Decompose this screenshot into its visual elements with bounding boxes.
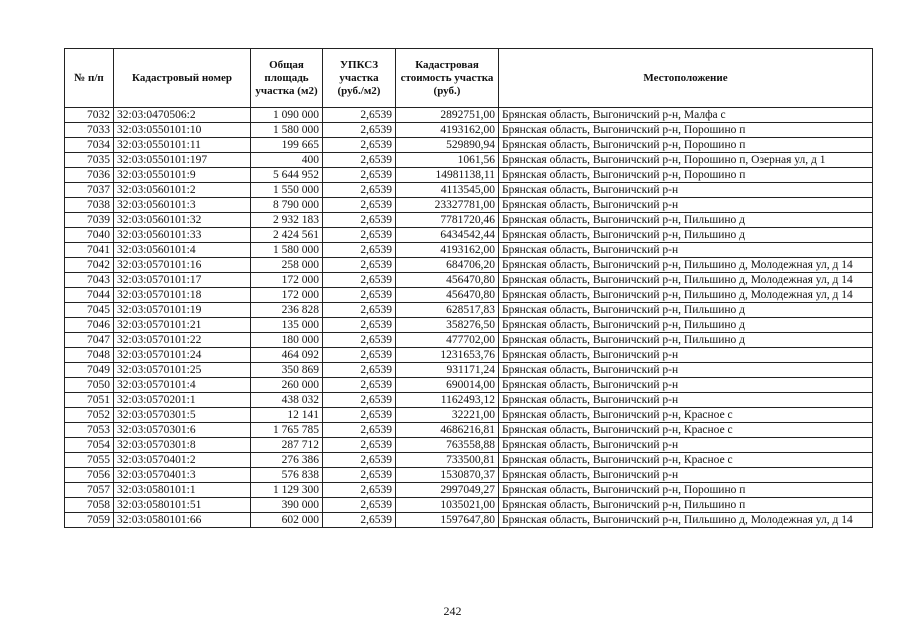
location-cell: Брянская область, Выгоничский р-н bbox=[499, 183, 873, 198]
area-cell: 276 386 bbox=[251, 453, 323, 468]
cadastral-number-cell: 32:03:0580101:1 bbox=[114, 483, 251, 498]
upksz-cell: 2,6539 bbox=[323, 288, 396, 303]
page-number: 242 bbox=[443, 604, 462, 618]
cost-cell: 4193162,00 bbox=[396, 123, 499, 138]
location-cell: Брянская область, Выгоничский р-н, Пильшино п bbox=[499, 498, 873, 513]
area-cell: 2 424 561 bbox=[251, 228, 323, 243]
row-number-cell: 7050 bbox=[65, 378, 114, 393]
table-header-row bbox=[65, 49, 873, 108]
cost-cell: 23327781,00 bbox=[396, 198, 499, 213]
location-cell: Брянская область, Выгоничский р-н bbox=[499, 198, 873, 213]
row-number-cell: 7034 bbox=[65, 138, 114, 153]
upksz-cell: 2,6539 bbox=[323, 318, 396, 333]
upksz-cell: 2,6539 bbox=[323, 168, 396, 183]
cost-cell: 684706,20 bbox=[396, 258, 499, 273]
area-cell: 576 838 bbox=[251, 468, 323, 483]
table-row bbox=[65, 243, 873, 258]
upksz-cell: 2,6539 bbox=[323, 183, 396, 198]
location-cell: Брянская область, Выгоничский р-н, Малфа с bbox=[499, 108, 873, 123]
area-cell: 464 092 bbox=[251, 348, 323, 363]
cadastral-number-cell: 32:03:0550101:11 bbox=[114, 138, 251, 153]
upksz-cell: 2,6539 bbox=[323, 123, 396, 138]
row-number-cell: 7055 bbox=[65, 453, 114, 468]
cost-cell: 931171,24 bbox=[396, 363, 499, 378]
cadastral-number-cell: 32:03:0560101:2 bbox=[114, 183, 251, 198]
upksz-cell: 2,6539 bbox=[323, 333, 396, 348]
table-row bbox=[65, 363, 873, 378]
header-cadastral-number: Кадастровый номер bbox=[114, 49, 251, 108]
table-row bbox=[65, 483, 873, 498]
row-number-cell: 7059 bbox=[65, 513, 114, 528]
area-cell: 438 032 bbox=[251, 393, 323, 408]
table-row bbox=[65, 348, 873, 363]
table-row bbox=[65, 423, 873, 438]
cost-cell: 1162493,12 bbox=[396, 393, 499, 408]
location-cell: Брянская область, Выгоничский р-н, Порошино п bbox=[499, 123, 873, 138]
table-row bbox=[65, 303, 873, 318]
area-cell: 350 869 bbox=[251, 363, 323, 378]
cadastral-number-cell: 32:03:0470506:2 bbox=[114, 108, 251, 123]
area-cell: 5 644 952 bbox=[251, 168, 323, 183]
table-row bbox=[65, 123, 873, 138]
area-cell: 1 550 000 bbox=[251, 183, 323, 198]
row-number-cell: 7054 bbox=[65, 438, 114, 453]
area-cell: 1 580 000 bbox=[251, 123, 323, 138]
cost-cell: 529890,94 bbox=[396, 138, 499, 153]
area-cell: 2 932 183 bbox=[251, 213, 323, 228]
upksz-cell: 2,6539 bbox=[323, 453, 396, 468]
cost-cell: 628517,83 bbox=[396, 303, 499, 318]
location-cell: Брянская область, Выгоничский р-н bbox=[499, 393, 873, 408]
table-row bbox=[65, 333, 873, 348]
upksz-cell: 2,6539 bbox=[323, 303, 396, 318]
table-row bbox=[65, 318, 873, 333]
area-cell: 260 000 bbox=[251, 378, 323, 393]
upksz-cell: 2,6539 bbox=[323, 408, 396, 423]
table-row bbox=[65, 393, 873, 408]
cadastral-number-cell: 32:03:0560101:4 bbox=[114, 243, 251, 258]
table-row bbox=[65, 183, 873, 198]
cost-cell: 4686216,81 bbox=[396, 423, 499, 438]
location-cell: Брянская область, Выгоничский р-н, Пильшино д bbox=[499, 213, 873, 228]
location-cell: Брянская область, Выгоничский р-н, Пильшино д bbox=[499, 303, 873, 318]
cost-cell: 2892751,00 bbox=[396, 108, 499, 123]
cost-cell: 4193162,00 bbox=[396, 243, 499, 258]
location-cell: Брянская область, Выгоничский р-н, Пильшино д bbox=[499, 228, 873, 243]
row-number-cell: 7038 bbox=[65, 198, 114, 213]
header-cost: Кадастровая стоимость участка (руб.) bbox=[396, 49, 499, 108]
cadastral-number-cell: 32:03:0580101:66 bbox=[114, 513, 251, 528]
cost-cell: 1597647,80 bbox=[396, 513, 499, 528]
area-cell: 258 000 bbox=[251, 258, 323, 273]
cadastral-number-cell: 32:03:0570101:22 bbox=[114, 333, 251, 348]
cadastral-number-cell: 32:03:0570401:2 bbox=[114, 453, 251, 468]
cost-cell: 1231653,76 bbox=[396, 348, 499, 363]
table-row bbox=[65, 408, 873, 423]
location-cell: Брянская область, Выгоничский р-н, Пильшино д bbox=[499, 333, 873, 348]
location-cell: Брянская область, Выгоничский р-н, Красное с bbox=[499, 423, 873, 438]
cadastral-number-cell: 32:03:0570101:25 bbox=[114, 363, 251, 378]
area-cell: 1 580 000 bbox=[251, 243, 323, 258]
upksz-cell: 2,6539 bbox=[323, 348, 396, 363]
row-number-cell: 7056 bbox=[65, 468, 114, 483]
upksz-cell: 2,6539 bbox=[323, 258, 396, 273]
upksz-cell: 2,6539 bbox=[323, 228, 396, 243]
area-cell: 172 000 bbox=[251, 273, 323, 288]
cadastral-number-cell: 32:03:0570101:17 bbox=[114, 273, 251, 288]
location-cell: Брянская область, Выгоничский р-н, Пильшино д bbox=[499, 318, 873, 333]
location-cell: Брянская область, Выгоничский р-н, Порошино п bbox=[499, 168, 873, 183]
cadastral-number-cell: 32:03:0570301:5 bbox=[114, 408, 251, 423]
upksz-cell: 2,6539 bbox=[323, 438, 396, 453]
cost-cell: 14981138,11 bbox=[396, 168, 499, 183]
row-number-cell: 7043 bbox=[65, 273, 114, 288]
table-row bbox=[65, 168, 873, 183]
row-number-cell: 7048 bbox=[65, 348, 114, 363]
area-cell: 236 828 bbox=[251, 303, 323, 318]
cadastral-number-cell: 32:03:0550101:9 bbox=[114, 168, 251, 183]
row-number-cell: 7033 bbox=[65, 123, 114, 138]
location-cell: Брянская область, Выгоничский р-н, Красное с bbox=[499, 408, 873, 423]
table-row bbox=[65, 198, 873, 213]
upksz-cell: 2,6539 bbox=[323, 273, 396, 288]
cadastral-number-cell: 32:03:0570401:3 bbox=[114, 468, 251, 483]
cadastral-number-cell: 32:03:0570201:1 bbox=[114, 393, 251, 408]
location-cell: Брянская область, Выгоничский р-н bbox=[499, 438, 873, 453]
cadastral-number-cell: 32:03:0550101:197 bbox=[114, 153, 251, 168]
location-cell: Брянская область, Выгоничский р-н bbox=[499, 243, 873, 258]
location-cell: Брянская область, Выгоничский р-н bbox=[499, 363, 873, 378]
cost-cell: 1061,56 bbox=[396, 153, 499, 168]
cadastral-number-cell: 32:03:0570301:6 bbox=[114, 423, 251, 438]
location-cell: Брянская область, Выгоничский р-н, Пильшино д, Молодежная ул, д 14 bbox=[499, 258, 873, 273]
upksz-cell: 2,6539 bbox=[323, 108, 396, 123]
table-row bbox=[65, 138, 873, 153]
area-cell: 8 790 000 bbox=[251, 198, 323, 213]
cadastral-number-cell: 32:03:0570101:16 bbox=[114, 258, 251, 273]
cadastral-number-cell: 32:03:0570101:18 bbox=[114, 288, 251, 303]
location-cell: Брянская область, Выгоничский р-н, Порошино п, Озерная ул, д 1 bbox=[499, 153, 873, 168]
cadastral-number-cell: 32:03:0570101:4 bbox=[114, 378, 251, 393]
cost-cell: 2997049,27 bbox=[396, 483, 499, 498]
table-row bbox=[65, 513, 873, 528]
upksz-cell: 2,6539 bbox=[323, 513, 396, 528]
area-cell: 390 000 bbox=[251, 498, 323, 513]
area-cell: 1 765 785 bbox=[251, 423, 323, 438]
table-row bbox=[65, 288, 873, 303]
row-number-cell: 7047 bbox=[65, 333, 114, 348]
table-row bbox=[65, 438, 873, 453]
cadastral-number-cell: 32:03:0570101:19 bbox=[114, 303, 251, 318]
row-number-cell: 7044 bbox=[65, 288, 114, 303]
row-number-cell: 7052 bbox=[65, 408, 114, 423]
cadastral-number-cell: 32:03:0550101:10 bbox=[114, 123, 251, 138]
area-cell: 602 000 bbox=[251, 513, 323, 528]
upksz-cell: 2,6539 bbox=[323, 213, 396, 228]
row-number-cell: 7040 bbox=[65, 228, 114, 243]
upksz-cell: 2,6539 bbox=[323, 498, 396, 513]
area-cell: 287 712 bbox=[251, 438, 323, 453]
upksz-cell: 2,6539 bbox=[323, 243, 396, 258]
cost-cell: 456470,80 bbox=[396, 288, 499, 303]
area-cell: 135 000 bbox=[251, 318, 323, 333]
cost-cell: 32221,00 bbox=[396, 408, 499, 423]
row-number-cell: 7045 bbox=[65, 303, 114, 318]
upksz-cell: 2,6539 bbox=[323, 483, 396, 498]
area-cell: 180 000 bbox=[251, 333, 323, 348]
upksz-cell: 2,6539 bbox=[323, 393, 396, 408]
row-number-cell: 7051 bbox=[65, 393, 114, 408]
header-area: Общая площадь участка (м2) bbox=[251, 49, 323, 108]
cost-cell: 456470,80 bbox=[396, 273, 499, 288]
area-cell: 1 129 300 bbox=[251, 483, 323, 498]
table-row bbox=[65, 258, 873, 273]
table-row bbox=[65, 153, 873, 168]
header-num: № п/п bbox=[65, 49, 114, 108]
location-cell: Брянская область, Выгоничский р-н, Пильшино д, Молодежная ул, д 14 bbox=[499, 273, 873, 288]
row-number-cell: 7046 bbox=[65, 318, 114, 333]
cost-cell: 6434542,44 bbox=[396, 228, 499, 243]
location-cell: Брянская область, Выгоничский р-н bbox=[499, 468, 873, 483]
cadastral-number-cell: 32:03:0570301:8 bbox=[114, 438, 251, 453]
cost-cell: 1035021,00 bbox=[396, 498, 499, 513]
cost-cell: 1530870,37 bbox=[396, 468, 499, 483]
row-number-cell: 7053 bbox=[65, 423, 114, 438]
cadastral-number-cell: 32:03:0560101:33 bbox=[114, 228, 251, 243]
area-cell: 199 665 bbox=[251, 138, 323, 153]
cost-cell: 690014,00 bbox=[396, 378, 499, 393]
table-row bbox=[65, 108, 873, 123]
row-number-cell: 7039 bbox=[65, 213, 114, 228]
upksz-cell: 2,6539 bbox=[323, 378, 396, 393]
cadastral-table bbox=[64, 48, 873, 528]
upksz-cell: 2,6539 bbox=[323, 363, 396, 378]
location-cell: Брянская область, Выгоничский р-н bbox=[499, 348, 873, 363]
area-cell: 172 000 bbox=[251, 288, 323, 303]
cadastral-number-cell: 32:03:0580101:51 bbox=[114, 498, 251, 513]
table-body bbox=[65, 108, 873, 528]
row-number-cell: 7036 bbox=[65, 168, 114, 183]
table-row bbox=[65, 273, 873, 288]
row-number-cell: 7042 bbox=[65, 258, 114, 273]
cost-cell: 733500,81 bbox=[396, 453, 499, 468]
cost-cell: 358276,50 bbox=[396, 318, 499, 333]
upksz-cell: 2,6539 bbox=[323, 468, 396, 483]
cost-cell: 477702,00 bbox=[396, 333, 499, 348]
row-number-cell: 7058 bbox=[65, 498, 114, 513]
row-number-cell: 7032 bbox=[65, 108, 114, 123]
table-row bbox=[65, 453, 873, 468]
cost-cell: 7781720,46 bbox=[396, 213, 499, 228]
location-cell: Брянская область, Выгоничский р-н, Пильшино д, Молодежная ул, д 14 bbox=[499, 288, 873, 303]
upksz-cell: 2,6539 bbox=[323, 153, 396, 168]
cadastral-number-cell: 32:03:0570101:21 bbox=[114, 318, 251, 333]
upksz-cell: 2,6539 bbox=[323, 138, 396, 153]
header-upksz: УПКСЗ участка (руб./м2) bbox=[323, 49, 396, 108]
area-cell: 1 090 000 bbox=[251, 108, 323, 123]
location-cell: Брянская область, Выгоничский р-н, Порошино п bbox=[499, 483, 873, 498]
upksz-cell: 2,6539 bbox=[323, 423, 396, 438]
area-cell: 12 141 bbox=[251, 408, 323, 423]
location-cell: Брянская область, Выгоничский р-н bbox=[499, 378, 873, 393]
row-number-cell: 7035 bbox=[65, 153, 114, 168]
table-row bbox=[65, 498, 873, 513]
location-cell: Брянская область, Выгоничский р-н, Пильшино д, Молодежная ул, д 14 bbox=[499, 513, 873, 528]
cadastral-number-cell: 32:03:0560101:32 bbox=[114, 213, 251, 228]
row-number-cell: 7057 bbox=[65, 483, 114, 498]
cost-cell: 763558,88 bbox=[396, 438, 499, 453]
location-cell: Брянская область, Выгоничский р-н, Красное с bbox=[499, 453, 873, 468]
upksz-cell: 2,6539 bbox=[323, 198, 396, 213]
table-row bbox=[65, 213, 873, 228]
table-row bbox=[65, 468, 873, 483]
location-cell: Брянская область, Выгоничский р-н, Порошино п bbox=[499, 138, 873, 153]
cost-cell: 4113545,00 bbox=[396, 183, 499, 198]
table-row bbox=[65, 228, 873, 243]
cadastral-number-cell: 32:03:0570101:24 bbox=[114, 348, 251, 363]
row-number-cell: 7041 bbox=[65, 243, 114, 258]
area-cell: 400 bbox=[251, 153, 323, 168]
row-number-cell: 7049 bbox=[65, 363, 114, 378]
cadastral-number-cell: 32:03:0560101:3 bbox=[114, 198, 251, 213]
table-row bbox=[65, 378, 873, 393]
header-location: Местоположение bbox=[499, 49, 873, 108]
row-number-cell: 7037 bbox=[65, 183, 114, 198]
